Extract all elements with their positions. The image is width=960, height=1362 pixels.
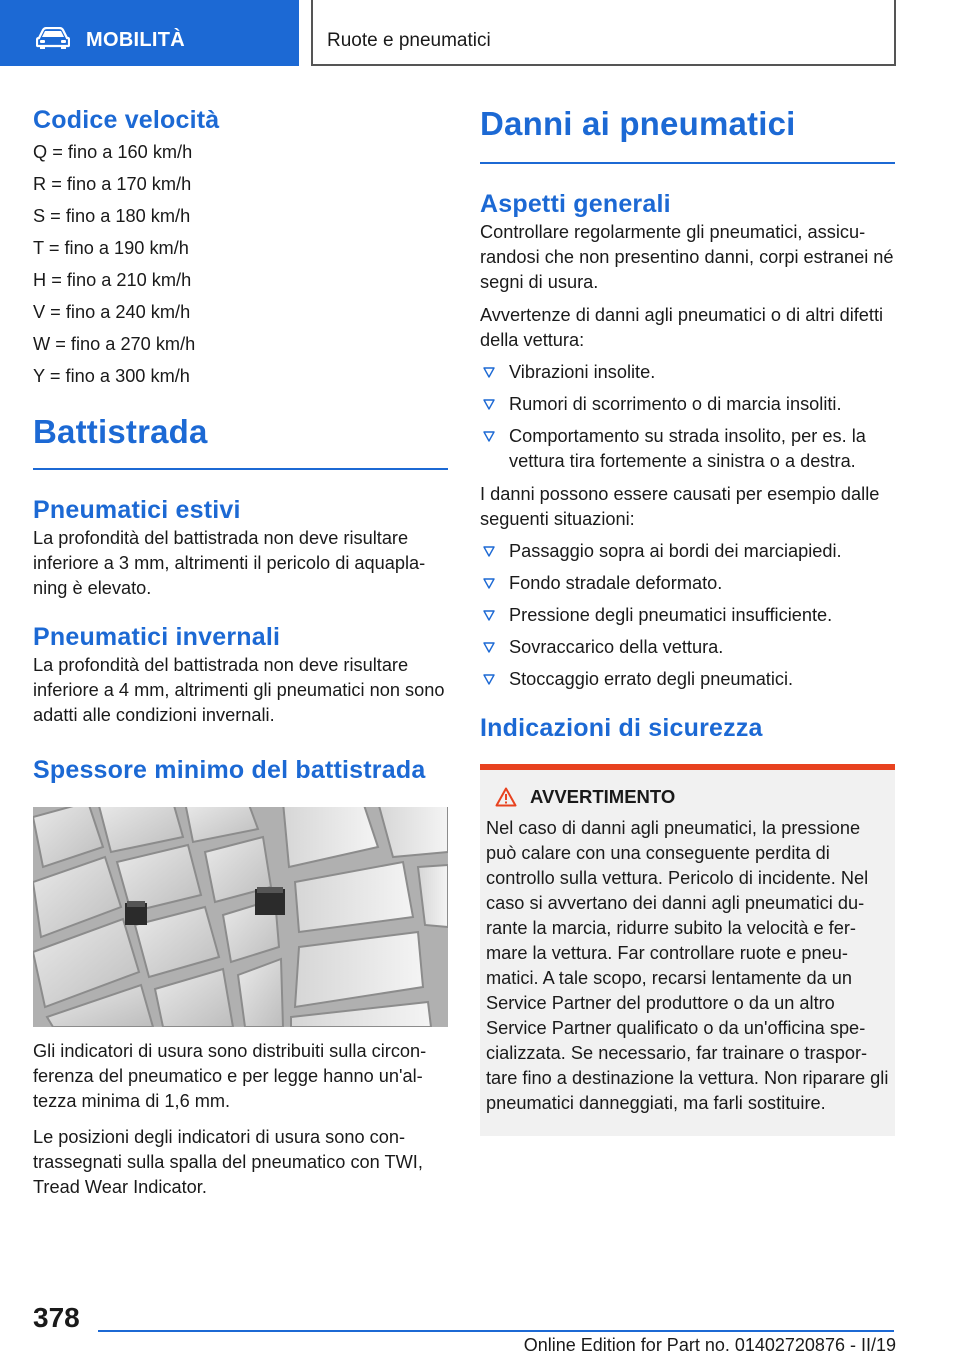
- min-tread-heading: Spessore minimo del battistrada: [33, 756, 426, 784]
- warning-text: Nel caso di danni agli pneumatici, la pressione può calare con una conseguente perdita di controllo sulla vettura. Pericolo di incidente. Nel caso si avvertano dei danni agli pneumatici durante la marcia, ridurre subito la velocità e fermare la vettura. Far controllare ruote e pneumatici. A tale scopo, recarsi lentamente da un Service Partner del produttore o da un altro Service Partner qualificato o da un'officina specializzata. Se necessario, far trainare o trasportare fino a destinazione la vettura. Non riparare gli pneumatici danneggiati, ma farli sostituire.: [486, 818, 889, 1113]
- warning-triangle-icon: [495, 787, 517, 807]
- speed-code-list: [33, 136, 448, 392]
- list-item: [480, 539, 895, 564]
- winter-tires-heading: Pneumatici invernali: [33, 623, 281, 651]
- chapter-header: [311, 0, 896, 66]
- page-number: 378: [33, 1302, 80, 1333]
- list-item: [480, 667, 895, 692]
- list-item: [480, 571, 895, 596]
- list-item-text: Fondo stradale deformato.: [509, 573, 723, 593]
- list-item: [480, 424, 895, 474]
- left-column: [33, 100, 448, 1200]
- summer-tires-heading: Pneumatici estivi: [33, 496, 241, 524]
- list-item-text: Comportamento su strada insolito, per es. la vettura tira fortemente a sinistra o a destra.: [509, 426, 866, 471]
- speed-code-line: T = fino a 190 km/h: [33, 238, 189, 258]
- bullet-triangle-icon: [483, 546, 495, 557]
- tread-heading: Battistrada: [33, 413, 208, 450]
- warning-title: AVVERTIMENTO: [530, 786, 676, 807]
- car-icon: [36, 27, 70, 49]
- bullet-triangle-icon: [483, 610, 495, 621]
- bullet-triangle-icon: [483, 674, 495, 685]
- damage-signs-list: [480, 360, 895, 474]
- winter-tires-text: La profondità del battistrada non deve risultare inferiore a 4 mm, altrimenti gli pneumatici non sono adatti alle condizioni invernali.: [33, 655, 445, 725]
- section-tab: [0, 0, 299, 66]
- twi-text: Le posizioni degli indicatori di usura sono contrassegnati sulla spalla del pneumatico con TWI, Tread Wear Indicator.: [33, 1127, 423, 1197]
- list-item: [480, 603, 895, 628]
- list-item-text: Stoccaggio errato degli pneumatici.: [509, 669, 794, 689]
- general-text: Controllare regolarmente gli pneumatici, assicurandosi che non presentino danni, corpi estranei né segni di usura.: [480, 222, 894, 292]
- speed-code-line: W = fino a 270 km/h: [33, 334, 196, 354]
- warning-box: [480, 764, 895, 1136]
- list-item-text: Passaggio sopra ai bordi dei marciapiedi.: [509, 541, 842, 561]
- damage-causes-list: [480, 539, 895, 692]
- section-rule: [480, 162, 895, 164]
- list-item: [480, 360, 895, 385]
- list-item: [480, 635, 895, 660]
- bullet-triangle-icon: [483, 431, 495, 442]
- list-item-text: Sovraccarico della vettura.: [509, 637, 724, 657]
- summer-tires-text: La profondità del battistrada non deve risultare inferiore a 3 mm, altrimenti il pericolo di aquaplaning è elevato.: [33, 528, 426, 598]
- speed-code-line: Q = fino a 160 km/h: [33, 142, 193, 162]
- general-heading: Aspetti generali: [480, 190, 671, 218]
- wear-indicator-text: Gli indicatori di usura sono distribuiti sulla circonferenza del pneumatico e per legge hanno un'altezza minima di 1,6 mm.: [33, 1041, 427, 1111]
- section-label: MOBILITÀ: [86, 29, 186, 51]
- damage-signs-intro: Avvertenze di danni agli pneumatici o di altri difetti della vettura:: [480, 305, 884, 350]
- safety-heading: Indicazioni di sicurezza: [480, 714, 763, 742]
- list-item-text: Pressione degli pneumatici insufficiente.: [509, 605, 833, 625]
- speed-code-line: S = fino a 180 km/h: [33, 206, 191, 226]
- edition-text: Online Edition for Part no. 01402720876 - II/19: [523, 1335, 896, 1355]
- list-item-text: Vibrazioni insolite.: [509, 362, 656, 382]
- list-item: [480, 392, 895, 417]
- list-item-text: Rumori di scorrimento o di marcia insoliti.: [509, 394, 842, 414]
- bullet-triangle-icon: [483, 367, 495, 378]
- bullet-triangle-icon: [483, 399, 495, 410]
- chapter-label: Ruote e pneumatici: [327, 30, 491, 51]
- speed-code-line: V = fino a 240 km/h: [33, 302, 191, 322]
- speed-code-line: Y = fino a 300 km/h: [33, 366, 190, 386]
- bullet-triangle-icon: [483, 642, 495, 653]
- speed-code-line: H = fino a 210 km/h: [33, 270, 192, 290]
- right-column: [480, 100, 895, 1136]
- tire-damage-heading: Danni ai pneumatici: [480, 105, 796, 142]
- speed-code-heading: Codice velocità: [33, 106, 220, 134]
- bullet-triangle-icon: [483, 578, 495, 589]
- footer-rule: [98, 1330, 894, 1332]
- tire-tread-illustration: [33, 807, 448, 1027]
- section-rule: [33, 468, 448, 470]
- damage-causes-intro: I danni possono essere causati per esempio dalle seguenti situazioni:: [480, 484, 880, 529]
- warning-header: [486, 786, 889, 808]
- speed-code-line: R = fino a 170 km/h: [33, 174, 192, 194]
